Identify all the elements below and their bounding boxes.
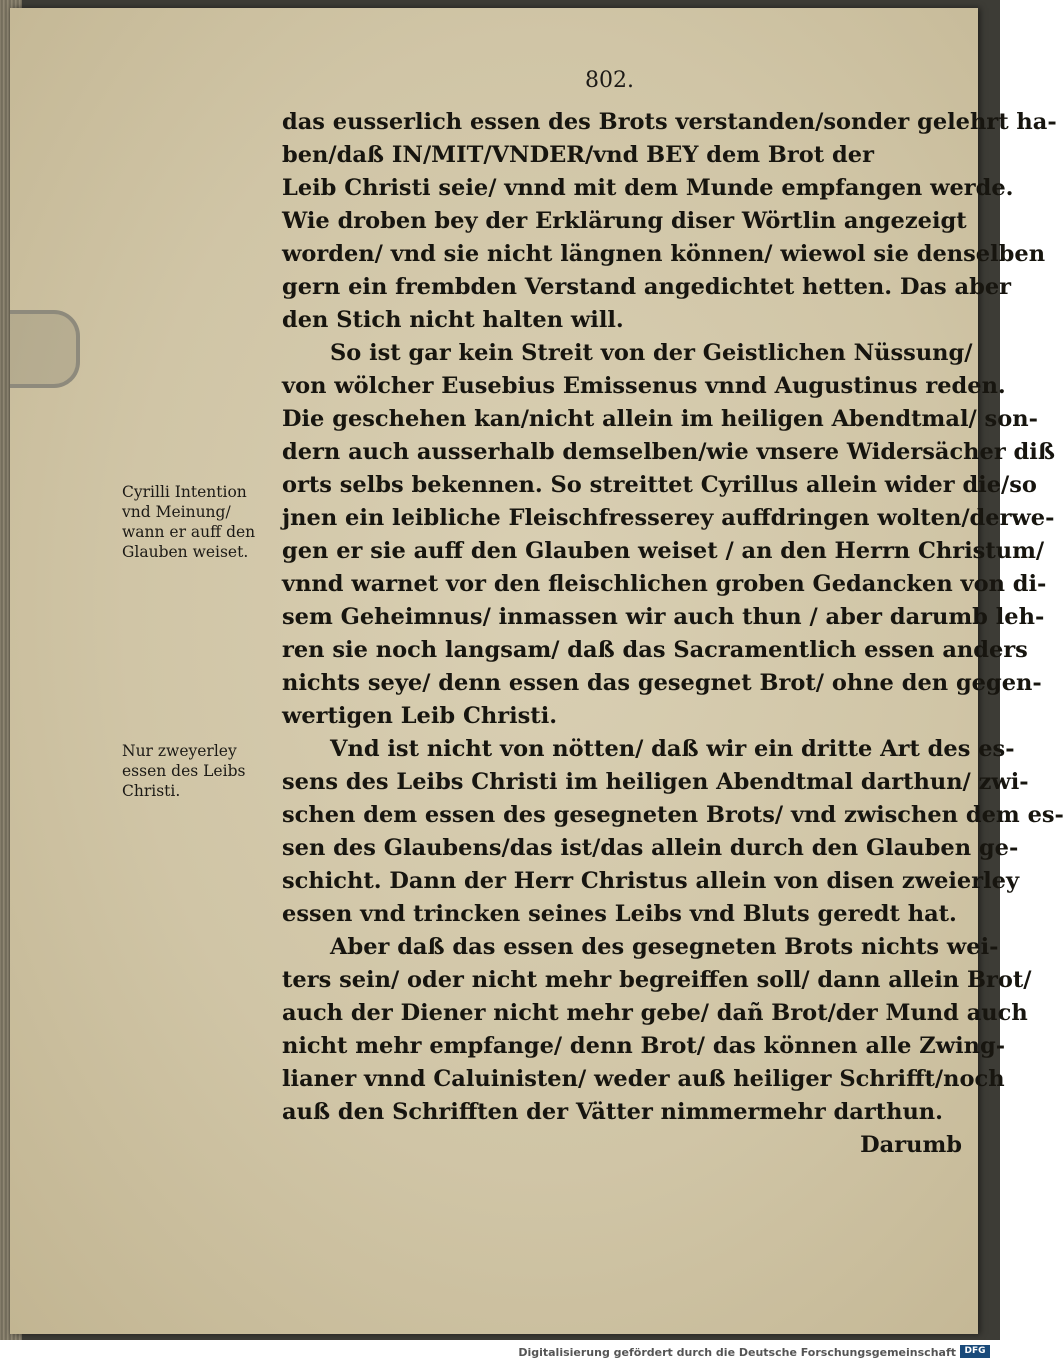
text-line: vnnd warnet vor den fleischlichen groben Gedancken von di- bbox=[282, 571, 1047, 597]
text-line: ters sein/ oder nicht mehr begreiffen soll/ dann allein Brot/ bbox=[282, 967, 1032, 993]
dfg-logo: DFG bbox=[960, 1345, 990, 1358]
text-line: nichts seye/ denn essen das gesegnet Brot/ ohne den gegen- bbox=[282, 670, 1042, 696]
note-line: wann er auff den bbox=[122, 523, 256, 541]
text-line: schen dem essen des gesegneten Brots/ vnd zwischen dem es- bbox=[282, 802, 1064, 828]
marginal-note-zweyerley bbox=[122, 741, 274, 801]
text-line: auch der Diener nicht mehr gebe/ dañ Brot/der Mund auch bbox=[282, 1000, 1028, 1026]
text-line: gern ein frembden Verstand angedichtet hetten. Das aber bbox=[282, 274, 1012, 300]
catchword: Darumb bbox=[860, 1132, 962, 1158]
text-line: von wölcher Eusebius Emissenus vnnd Augustinus reden. bbox=[282, 373, 1006, 399]
text-line: Die geschehen kan/nicht allein im heiligen Abendtmal/ son- bbox=[282, 406, 1038, 432]
text-line: sen des Glaubens/das ist/das allein durch den Glauben ge- bbox=[282, 835, 1019, 861]
text-line: auß den Schrifften der Vätter nimmermehr darthun. bbox=[282, 1099, 944, 1125]
text-line: ren sie noch langsam/ daß das Sacramentlich essen anders bbox=[282, 637, 1028, 663]
page-number: 802. bbox=[585, 68, 634, 93]
note-line: Cyrilli Intention bbox=[122, 483, 247, 501]
text-line: So ist gar kein Streit von der Geistlichen Nüssung/ bbox=[330, 340, 973, 366]
text-line: Aber daß das essen des gesegneten Brots nichts wei- bbox=[330, 934, 999, 960]
text-line: essen vnd trincken seines Leibs vnd Bluts geredt hat. bbox=[282, 901, 957, 927]
page-clip bbox=[10, 310, 80, 388]
book-page bbox=[10, 8, 1064, 1334]
text-line: Wie droben bey der Erklärung diser Wörtlin angezeigt bbox=[282, 208, 967, 234]
text-line: Vnd ist nicht von nötten/ daß wir ein dritte Art des es- bbox=[330, 736, 1015, 762]
note-line: essen des Leibs bbox=[122, 762, 246, 780]
funding-credit: Digitalisierung gefördert durch die Deutsche Forschungsgemeinschaft bbox=[518, 1346, 956, 1359]
body-text bbox=[282, 106, 1064, 1162]
text-line: schicht. Dann der Herr Christus allein von disen zweierley bbox=[282, 868, 1020, 894]
text-line: dern auch ausserhalb demselben/wie vnsere Widersächer diß bbox=[282, 439, 1055, 465]
text-line: sens des Leibs Christi im heiligen Abendtmal darthun/ zwi- bbox=[282, 769, 1029, 795]
note-line: Christi. bbox=[122, 782, 181, 800]
note-line: Nur zweyerley bbox=[122, 742, 237, 760]
text-line: das eusserlich essen des Brots verstanden/sonder gelehrt ha- bbox=[282, 109, 1057, 135]
text-line: sem Geheimnus/ inmassen wir auch thun / aber darumb leh- bbox=[282, 604, 1045, 630]
text-line: Leib Christi seie/ vnnd mit dem Munde empfangen werde. bbox=[282, 175, 1014, 201]
text-line: worden/ vnd sie nicht längnen können/ wiewol sie denselben bbox=[282, 241, 1046, 267]
note-line: Glauben weiset. bbox=[122, 543, 249, 561]
footer-bar bbox=[0, 1340, 1000, 1364]
text-line: ben/daß IN/MIT/VNDER/vnd BEY dem Brot der bbox=[282, 142, 874, 168]
text-line: den Stich nicht halten will. bbox=[282, 307, 624, 333]
text-line: jnen ein leibliche Fleischfresserey auffdringen wolten/derwe- bbox=[282, 505, 1055, 531]
text-line: wertigen Leib Christi. bbox=[282, 703, 558, 729]
text-line: lianer vnnd Caluinisten/ weder auß heiliger Schrifft/noch bbox=[282, 1066, 1005, 1092]
text-line: gen er sie auff den Glauben weiset / an den Herrn Christum/ bbox=[282, 538, 1045, 564]
text-line: nicht mehr empfange/ denn Brot/ das können alle Zwing- bbox=[282, 1033, 1006, 1059]
note-line: vnd Meinung/ bbox=[122, 503, 231, 521]
text-line: orts selbs bekennen. So streittet Cyrillus allein wider die/so bbox=[282, 472, 1037, 498]
marginal-note-cyrilli bbox=[122, 482, 274, 562]
